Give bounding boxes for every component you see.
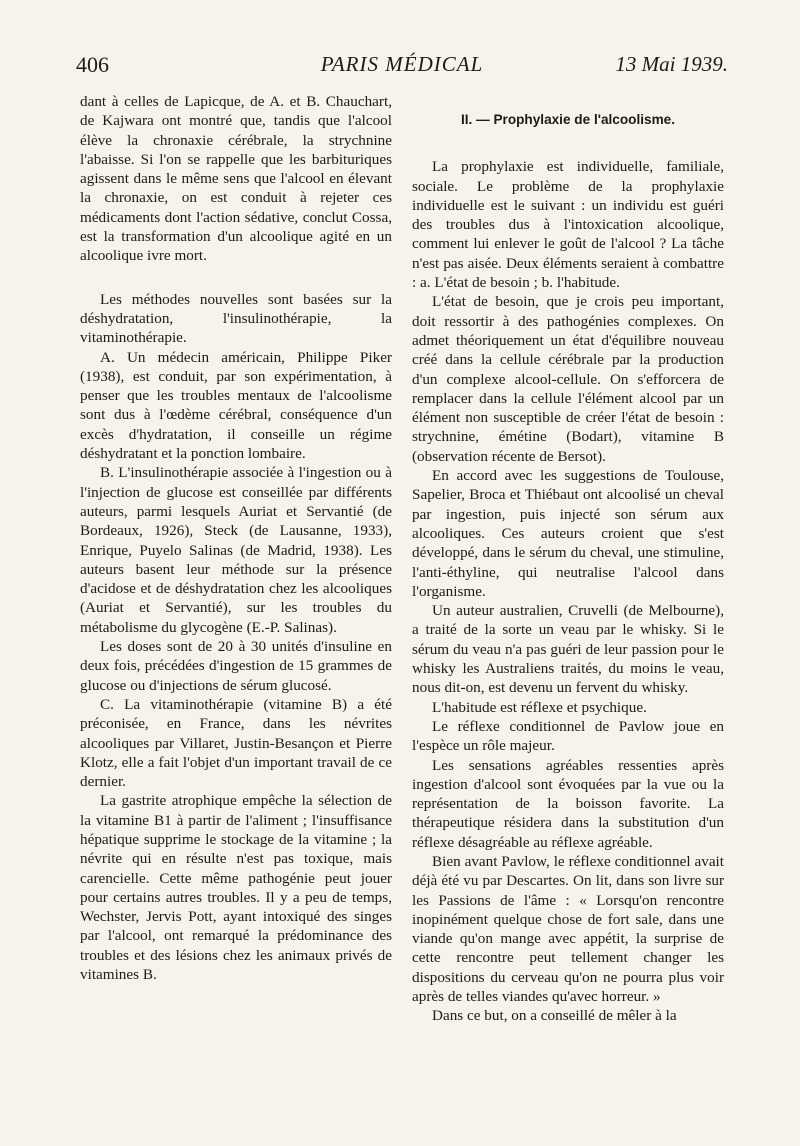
paragraph: Les doses sont de 20 à 30 unités d'insuline en deux fois, précédées d'ingestion de 15 grammes de glucose ou d'injections de sérum glucosé. bbox=[80, 638, 392, 694]
left-column bbox=[80, 92, 392, 984]
paragraph: Les sensations agréables ressenties après ingestion d'alcool sont évoquées par la vue ou la représentation de la boisson favorite. La thérapeutique résidera dans la substitution d'un réflexe désagréable au réflexe agréable. bbox=[412, 756, 724, 851]
paragraph: Bien avant Pavlow, le réflexe conditionnel avait déjà été vu par Descartes. On lit, dans son livre sur les Passions de l'âme : « Lorsqu'on rencontre inopinément quelque chose de fort sale, dans une viande qu'on mange avec appétit, la surprise de cette rencontre peut tellement changer les dispositions du cerveau qu'on ne pourra plus voir après de telles viandes qu'avec horreur. » bbox=[412, 852, 724, 1006]
paragraph: A. Un médecin américain, Philippe Piker (1938), est conduit, par son expérimentation, à penser que les troubles mentaux de l'alcoolisme sont dus à l'œdème cérébral, conséquence d'un excès d'hydratation, il conseille un régime déshydratant et la ponction lombaire. bbox=[80, 348, 392, 463]
right-column bbox=[412, 92, 724, 1026]
paragraph: L'état de besoin, que je crois peu important, doit ressortir à des pathogénies complexes. On admet théoriquement un état d'équilibre nouveau créé dans la cellule cérébrale par la production d'un complexe alcool-cellule. On s'efforcera de remplacer dans la cellule l'élément alcool par un élément non susceptible de créer l'état de besoin : strychnine, émétine (Bodart), vitamine B (observation récente de Bersot). bbox=[412, 293, 724, 465]
paragraph: En accord avec les suggestions de Toulouse, Sapelier, Broca et Thiébaut ont alcoolisé un cheval par ingestion, puis injecté son sérum aux alcooliques. Ces auteurs croient que s'est développé, dans le sérum du cheval, une stimuline, l'anti-éthyline, qui neutralise l'alcool dans l'organisme. bbox=[412, 467, 724, 600]
page-header bbox=[76, 52, 728, 86]
journal-title: PARIS MÉDICAL bbox=[320, 52, 484, 76]
page-number: 406 bbox=[76, 52, 109, 77]
paragraph: Dans ce but, on a conseillé de mêler à la bbox=[432, 1007, 677, 1025]
paragraph: Un auteur australien, Cruvelli (de Melbourne), a traité de la sorte un veau par le whisky. Si le sérum du veau n'a pas guéri de leur passion pour le whisky les Australiens traités, du moins le veau, nous dit-on, est devenu un fervent du whisky. bbox=[412, 602, 724, 697]
paragraph: La gastrite atrophique empêche la sélection de la vitamine B1 à partir de l'aliment ; l'insuffisance hépatique supprime le stockage de la vitamine ; la névrite qui en résulte n'est pas toxique, mais carencielle. Cette même pathogénie peut jouer pour certains autres troubles. Il y a peu de temps, Wechster, Jervis Pott, ayant intoxiqué des singes par l'alcool, ont remarqué la prédominance des troubles et des lésions chez les animaux privés de vitamines B. bbox=[80, 792, 392, 984]
paragraph: dant à celles de Lapicque, de A. et B. Chauchart, de Kajwara ont montré que, tandis que l'alcool élève la chronaxie cérébrale, la strychnine l'abaisse. Si l'on se rappelle que les barbituriques agissent dans le même sens que l'alcool en élevant la chronaxie, on est conduit à rejeter ces médicaments dont l'action sédative, conclut Cossa, est la transformation d'un alcoolique agité en un alcoolique ivre mort. bbox=[80, 93, 392, 265]
section-title: II. — Prophylaxie de l'alcoolisme. bbox=[460, 112, 675, 127]
paragraph: Le réflexe conditionnel de Pavlow joue en l'espèce un rôle majeur. bbox=[412, 717, 724, 755]
paragraph: C. La vitaminothérapie (vitamine B) a été préconisée, en France, dans les névrites alcooliques par Villaret, Justin-Besançon et Pierre Klotz, elle a fait l'objet d'un important travail de ce dernier. bbox=[80, 695, 392, 791]
paragraph: L'habitude est réflexe et psychique. bbox=[432, 698, 647, 716]
paragraph: La prophylaxie est individuelle, familiale, sociale. Le problème de la prophylaxie individuelle est le suivant : un individu est guéri des troubles dus à l'intoxication alcoolique, comment lui enlever le goût de l'alcool ? La tâche n'est pas aisée. Deux éléments seraient à combattre : a. L'état de besoin ; b. l'habitude. bbox=[412, 158, 724, 292]
paragraph: B. L'insulinothérapie associée à l'ingestion ou à l'injection de glucose est conseillée par différents auteurs, parmi lesquels Auriat et Servantié (de Bordeaux, 1926), Steck (de Lausanne, 1933), Enrique, Puyelo Salinas (de Madrid, 1938). Les auteurs basent leur méthode sur la présence d'acidose et de déshydratation chez les alcooliques (Auriat et Servantié), sur les troubles du métabolisme du glycogène (E.-P. Salinas). bbox=[80, 464, 392, 636]
paragraph: Les méthodes nouvelles sont basées sur la déshydratation, l'insulinothérapie, la vitaminothérapie. bbox=[80, 290, 392, 347]
issue-date: 13 Mai 1939. bbox=[615, 52, 728, 76]
